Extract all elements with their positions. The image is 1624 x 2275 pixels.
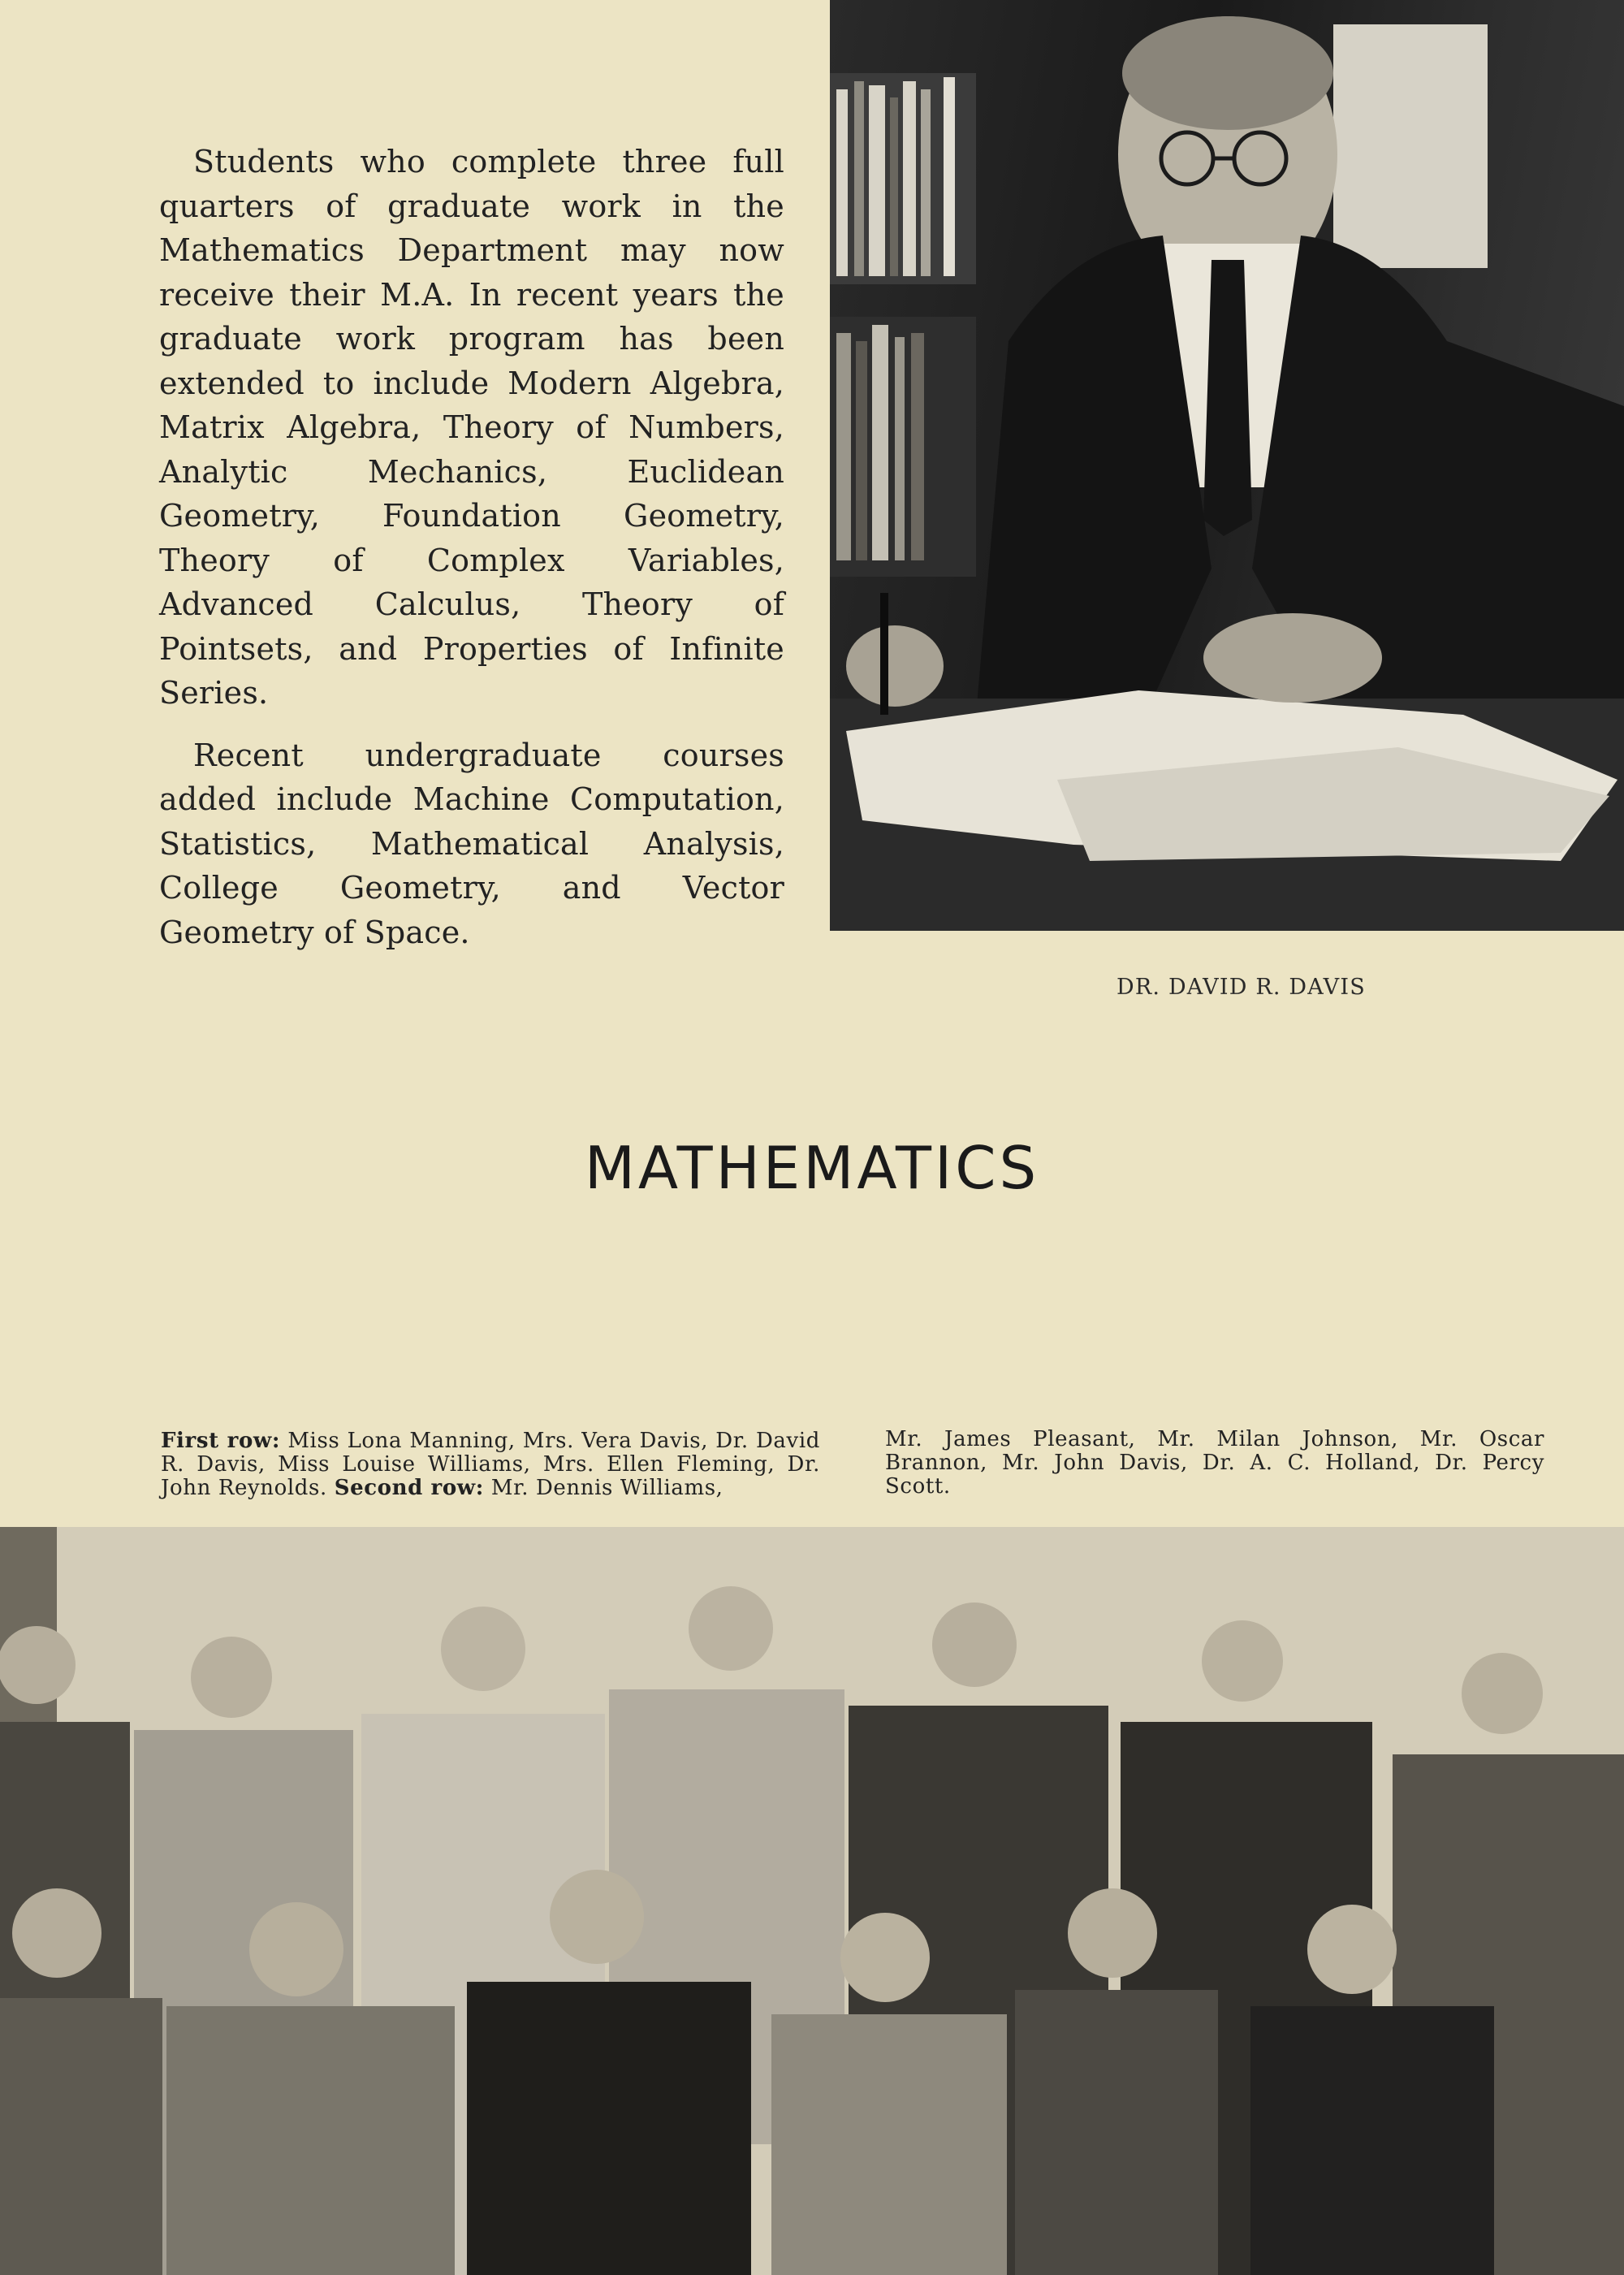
second-row-names-end: Mr. James Pleasant, Mr. Milan Johnson, Mr. Oscar Brannon, Mr. John Davis, Dr. A. C. Holland, Dr. Percy Scott. bbox=[885, 1427, 1544, 1499]
section-title: MATHEMATICS bbox=[584, 1134, 1040, 1202]
group-caption-right bbox=[885, 1428, 1544, 1499]
intro-text bbox=[159, 140, 784, 972]
portrait-illustration bbox=[830, 0, 1624, 931]
portrait-caption: DR. DAVID R. DAVIS bbox=[1116, 975, 1366, 1000]
group-photo bbox=[0, 1527, 1624, 2275]
group-photo-illustration bbox=[0, 1527, 1624, 2275]
group-caption-left bbox=[161, 1429, 820, 1500]
second-row-names-start: Mr. Dennis Williams, bbox=[490, 1476, 723, 1500]
intro-paragraph-1: Students who complete three full quarters of graduate work in the Mathematics Department may now receive their M.A. In recent years the graduate work program has been extended to include Modern Algebra, Matrix Algebra, Theory of Numbers, Analytic Mechanics, Euclidean Geometry, Foundation Geometry, Theory of Complex Variables, Advanced Calculus, Theory of Pointsets, and Properties of Infinite Series. bbox=[159, 144, 784, 711]
portrait-photo bbox=[830, 0, 1624, 931]
first-row-names: Miss Lona Manning, Mrs. Vera Davis, Dr. David R. Davis, Miss Louise Williams, Mrs. Ellen Fleming, Dr. John Reynolds. bbox=[161, 1429, 820, 1500]
first-row-label: First row: bbox=[161, 1429, 281, 1453]
intro-paragraph-2: Recent undergraduate courses added include Machine Computation, Statistics, Mathematical Analysis, College Geometry, and Vector Geometry of Space. bbox=[159, 737, 784, 950]
second-row-label: Second row: bbox=[334, 1476, 484, 1500]
